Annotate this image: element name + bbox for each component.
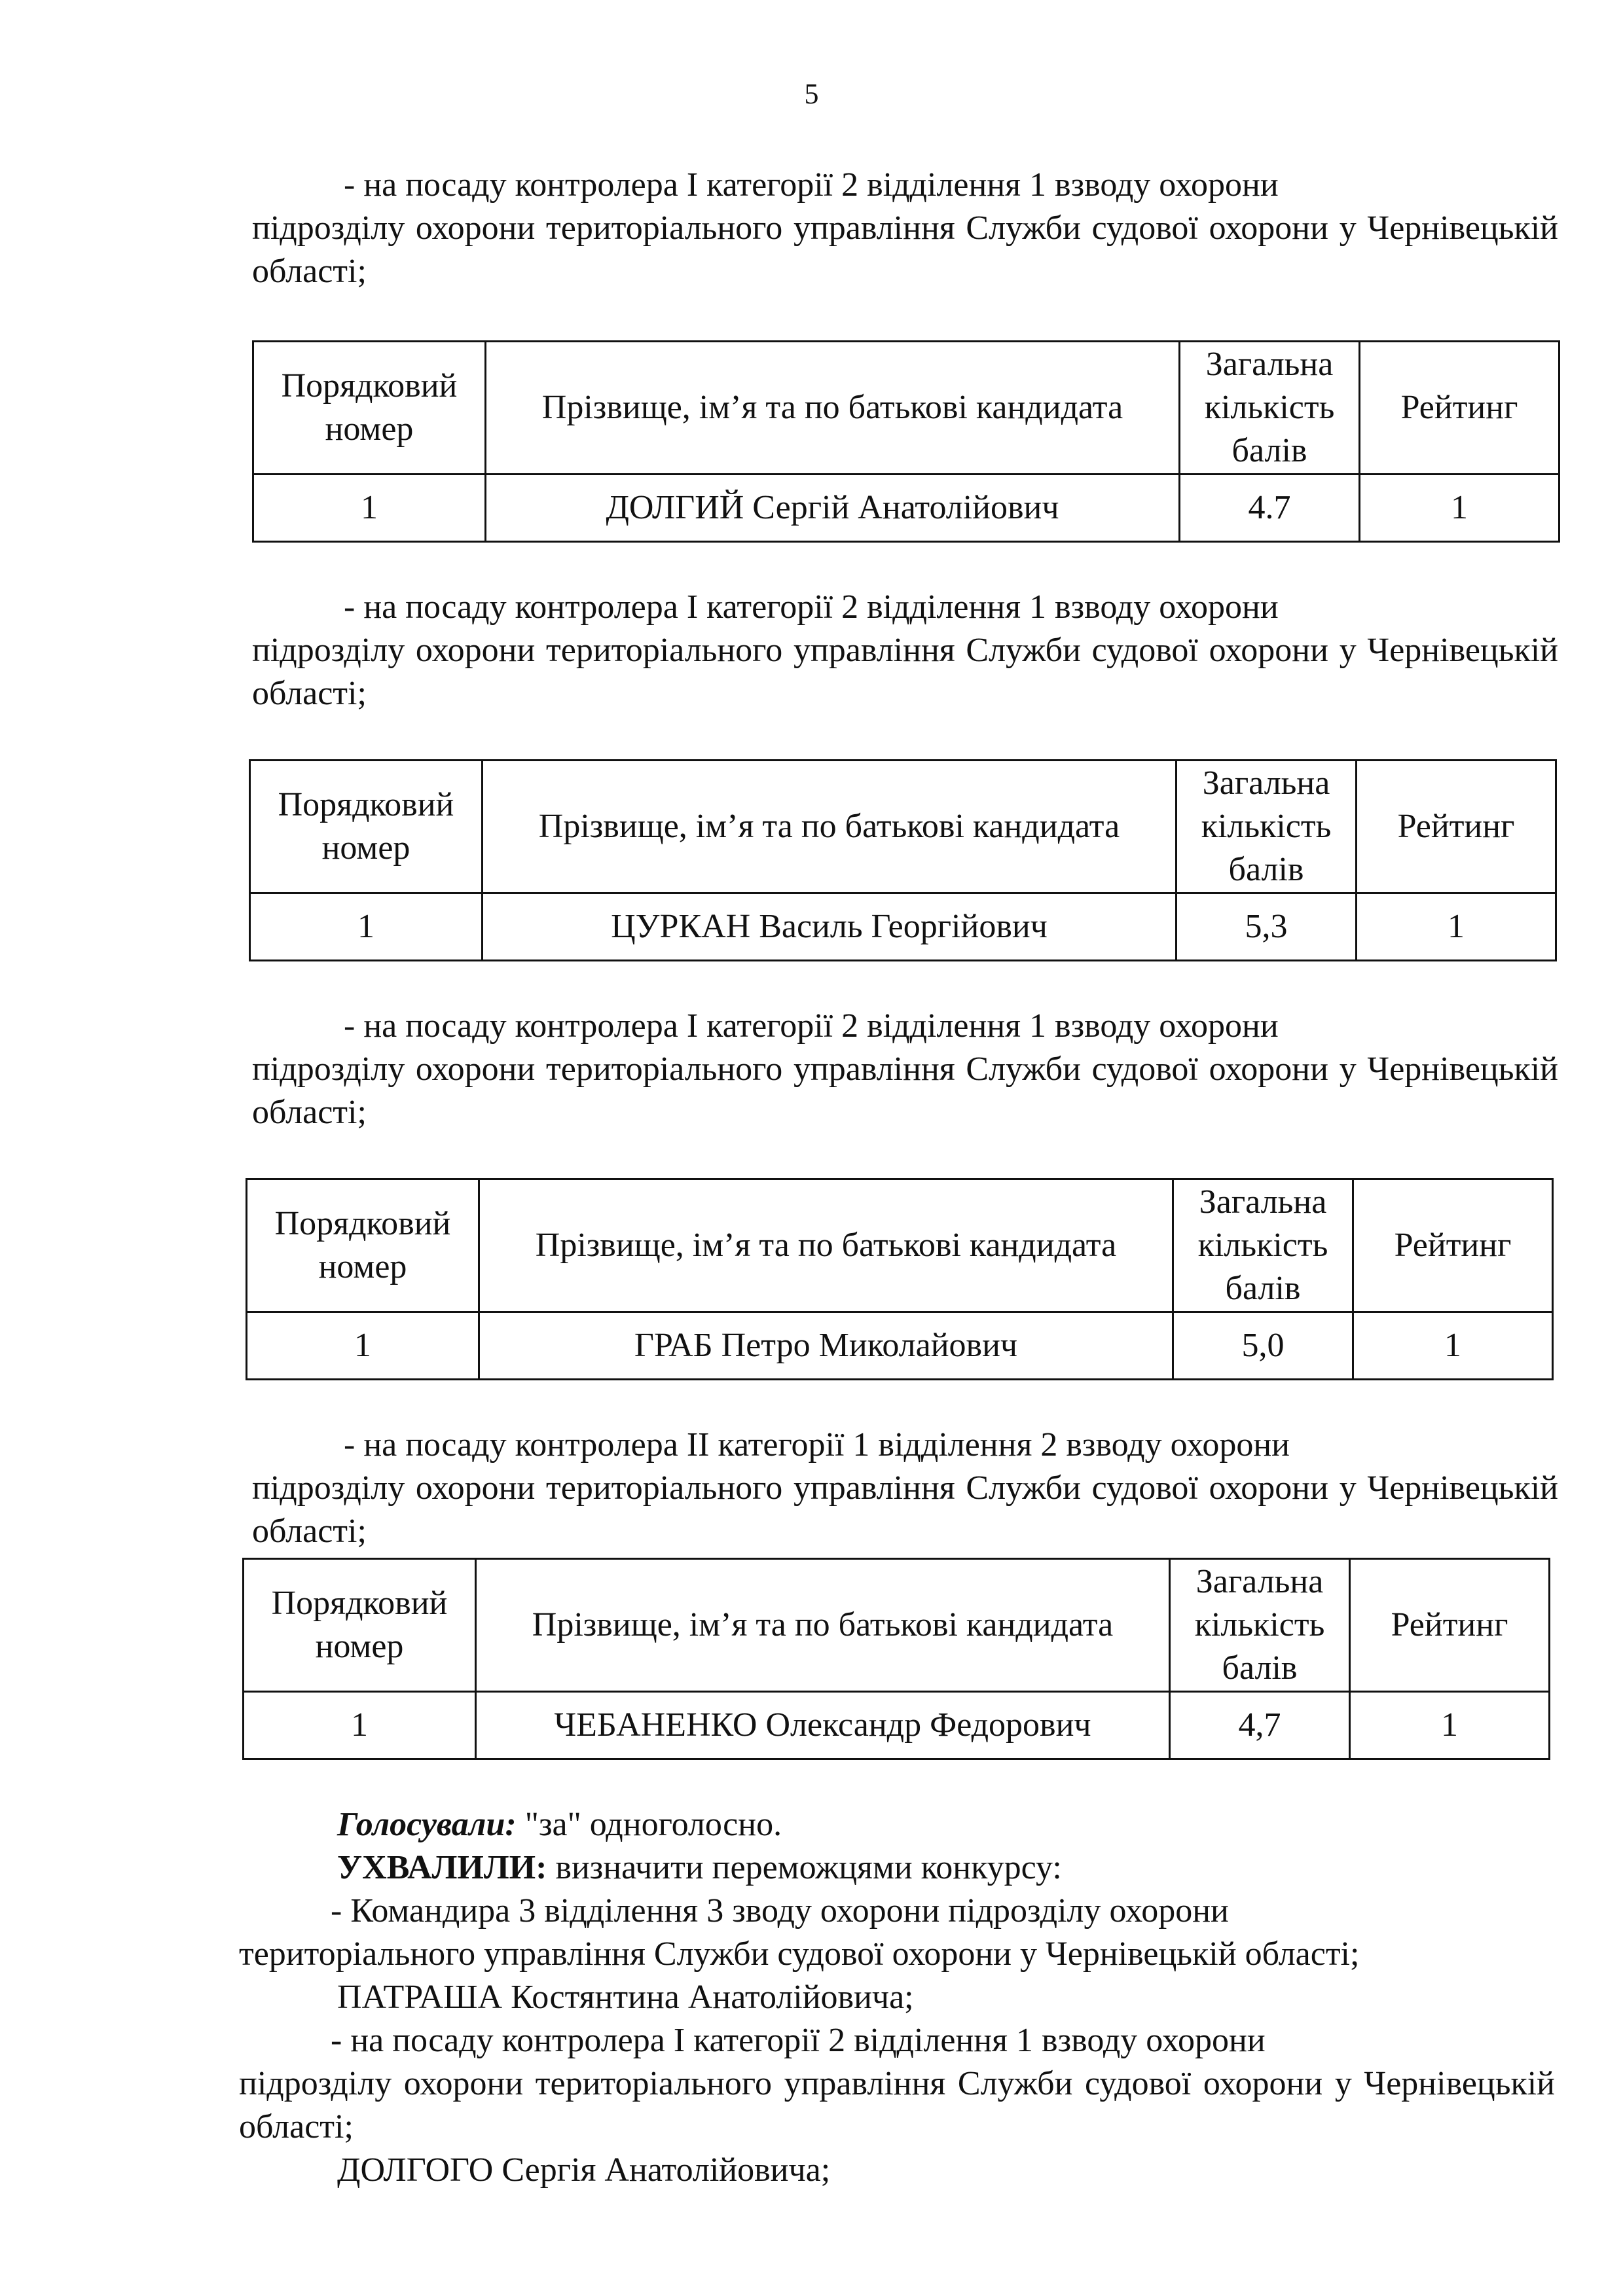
table-row [253,475,1559,542]
cell-name: ЦУРКАН Василь Георгійович [483,893,1176,961]
page-number: 5 [804,78,819,110]
decision-text: визначити переможцями конкурсу: [547,1849,1062,1886]
position-paragraph-4 [252,1424,1558,1553]
position-line-first: - на посаду контролера I категорії 2 відділення 1 взводу охорони [344,588,1279,626]
cell-num: 1 [247,1312,479,1380]
cell-score: 5,0 [1173,1312,1353,1380]
candidate-table-1 [252,340,1560,543]
decision-item-rest: територіального управління Служби судової охорони у Чернівецькій області; [239,1935,1360,1973]
decision-item-2 [239,2019,1555,2149]
header-num: Порядковий номер [253,342,486,475]
cell-num: 1 [253,475,486,542]
header-name: Прізвище, ім’я та по батькові кандидата [483,761,1176,893]
header-name: Прізвище, ім’я та по батькові кандидата [476,1559,1170,1692]
header-rating: Рейтинг [1357,761,1556,893]
cell-rating: 1 [1360,475,1559,542]
cell-score: 4,7 [1170,1692,1350,1759]
cell-score: 5,3 [1176,893,1357,961]
cell-num: 1 [250,893,483,961]
header-rating: Рейтинг [1350,1559,1550,1692]
cell-score: 4.7 [1180,475,1360,542]
cell-rating: 1 [1357,893,1556,961]
header-rating: Рейтинг [1353,1179,1553,1312]
position-line-rest: підрозділу охорони територіального управління Служби судової охорони у Чернівецькій області; [252,1469,1558,1550]
position-line-first: - на посаду контролера I категорії 2 відділення 1 взводу охорони [344,166,1279,204]
position-line-rest: підрозділу охорони територіального управління Служби судової охорони у Чернівецькій області; [252,1050,1558,1131]
table-header-row [253,342,1559,475]
position-line-first: - на посаду контролера I категорії 2 відділення 1 взводу охорони [344,1007,1279,1045]
table-row [244,1692,1550,1759]
voting-label: Голосували: [337,1806,517,1843]
cell-rating: 1 [1353,1312,1553,1380]
decision-item-first: - Командира 3 відділення 3 зводу охорони підрозділу охорони [331,1892,1229,1929]
position-paragraph-3 [252,1005,1558,1134]
decision-label: УХВАЛИЛИ: [337,1849,547,1886]
header-num: Порядковий номер [250,761,483,893]
header-num: Порядковий номер [244,1559,476,1692]
header-score: Загальна кількість балів [1170,1559,1350,1692]
winner-2: ДОЛГОГО Сергія Анатолійовича; [337,2151,831,2189]
position-paragraph-1 [252,164,1558,293]
header-rating: Рейтинг [1360,342,1559,475]
header-num: Порядковий номер [247,1179,479,1312]
table-header-row [250,761,1556,893]
candidate-table-2 [249,759,1557,961]
header-score: Загальна кількість балів [1180,342,1360,475]
position-line-rest: підрозділу охорони територіального управління Служби судової охорони у Чернівецькій області; [252,209,1558,290]
header-name: Прізвище, ім’я та по батькові кандидата [479,1179,1173,1312]
table-row [250,893,1556,961]
position-line-rest: підрозділу охорони територіального управління Служби судової охорони у Чернівецькій області; [252,632,1558,712]
candidate-table-4 [242,1558,1550,1760]
table-header-row [247,1179,1553,1312]
table-row [247,1312,1553,1380]
header-name: Прізвище, ім’я та по батькові кандидата [486,342,1180,475]
decision-item-first: - на посаду контролера I категорії 2 відділення 1 взводу охорони [331,2022,1266,2059]
decision-item-rest: підрозділу охорони територіального управління Служби судової охорони у Чернівецькій області; [239,2065,1555,2145]
cell-name: ЧЕБАНЕНКО Олександр Федорович [476,1692,1170,1759]
header-score: Загальна кількість балів [1173,1179,1353,1312]
position-line-first: - на посаду контролера II категорії 1 відділення 2 взводу охорони [344,1426,1290,1463]
winner-1: ПАТРАША Костянтина Анатолійовича; [337,1979,914,2016]
decision-line [337,1846,1561,1890]
position-paragraph-2 [252,586,1558,715]
voting-result: "за" одноголосно. [516,1806,782,1843]
decision-item-1 [239,1890,1555,1976]
candidate-table-3 [246,1178,1554,1380]
header-score: Загальна кількість балів [1176,761,1357,893]
cell-name: ГРАБ Петро Миколайович [479,1312,1173,1380]
cell-name: ДОЛГИЙ Сергій Анатолійович [486,475,1180,542]
cell-rating: 1 [1350,1692,1550,1759]
voting-line [337,1803,1561,1846]
table-header-row [244,1559,1550,1692]
cell-num: 1 [244,1692,476,1759]
